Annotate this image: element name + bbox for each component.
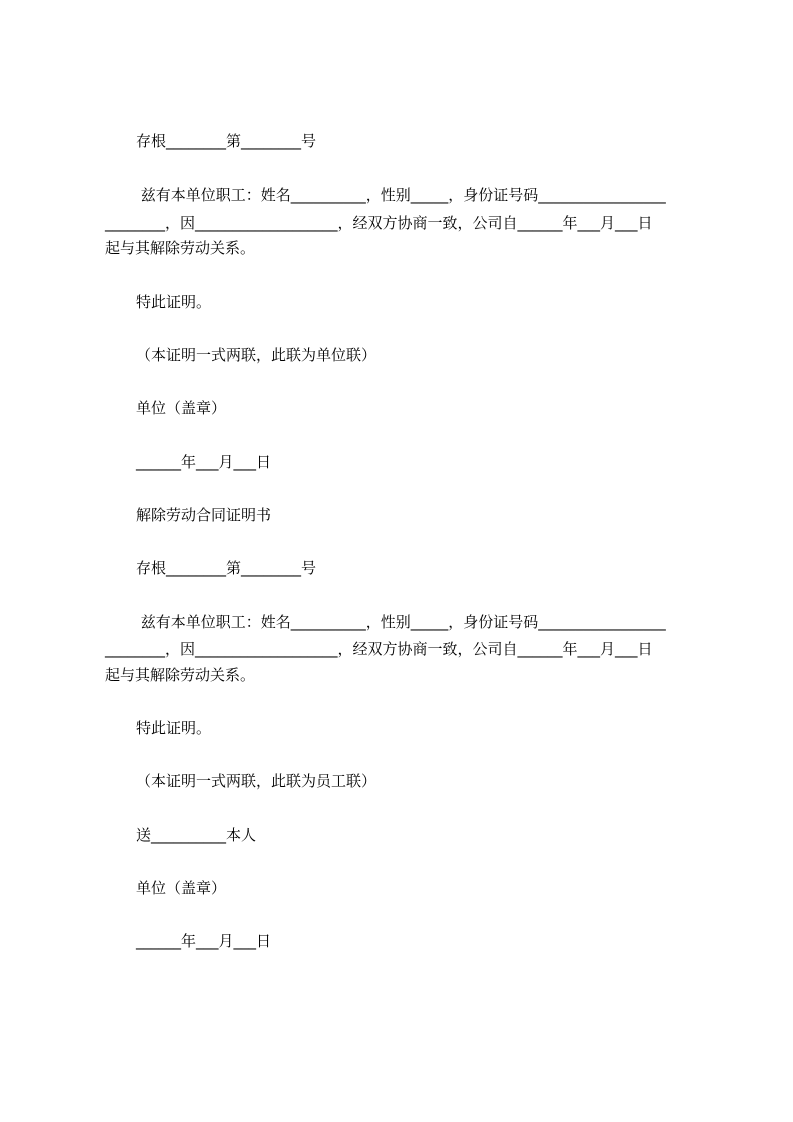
body-line-1: 兹有本单位职工：姓名__________，性别_____，身份证号码_________________ (136, 613, 666, 631)
body-line-2: ________，因___________________，经双方协商一致，公司自______年___月___日 (105, 640, 653, 658)
body-line-3: 起与其解除劳动关系。 (105, 239, 256, 257)
copy-note: （本证明一式两联，此联为员工联） (136, 772, 377, 790)
stub-line: 存根________第________号 (136, 559, 317, 577)
body-line-3: 起与其解除劳动关系。 (105, 666, 256, 684)
date-line: ______年___月___日 (136, 932, 272, 950)
stub-line: 存根________第________号 (136, 132, 317, 150)
copy-note: （本证明一式两联，此联为单位联） (136, 346, 377, 364)
unit-seal-label: 单位（盖章） (136, 399, 227, 417)
document-heading: 解除劳动合同证明书 (136, 506, 272, 524)
body-line-2: ________，因___________________，经双方协商一致，公司自______年___月___日 (105, 214, 653, 232)
certify-text: 特此证明。 (136, 293, 212, 311)
unit-seal-label: 单位（盖章） (136, 879, 227, 897)
send-to-line: 送__________本人 (136, 826, 257, 844)
certify-text: 特此证明。 (136, 719, 212, 737)
body-line-1: 兹有本单位职工：姓名__________，性别_____，身份证号码_________________ (136, 186, 666, 204)
date-line: ______年___月___日 (136, 453, 272, 471)
